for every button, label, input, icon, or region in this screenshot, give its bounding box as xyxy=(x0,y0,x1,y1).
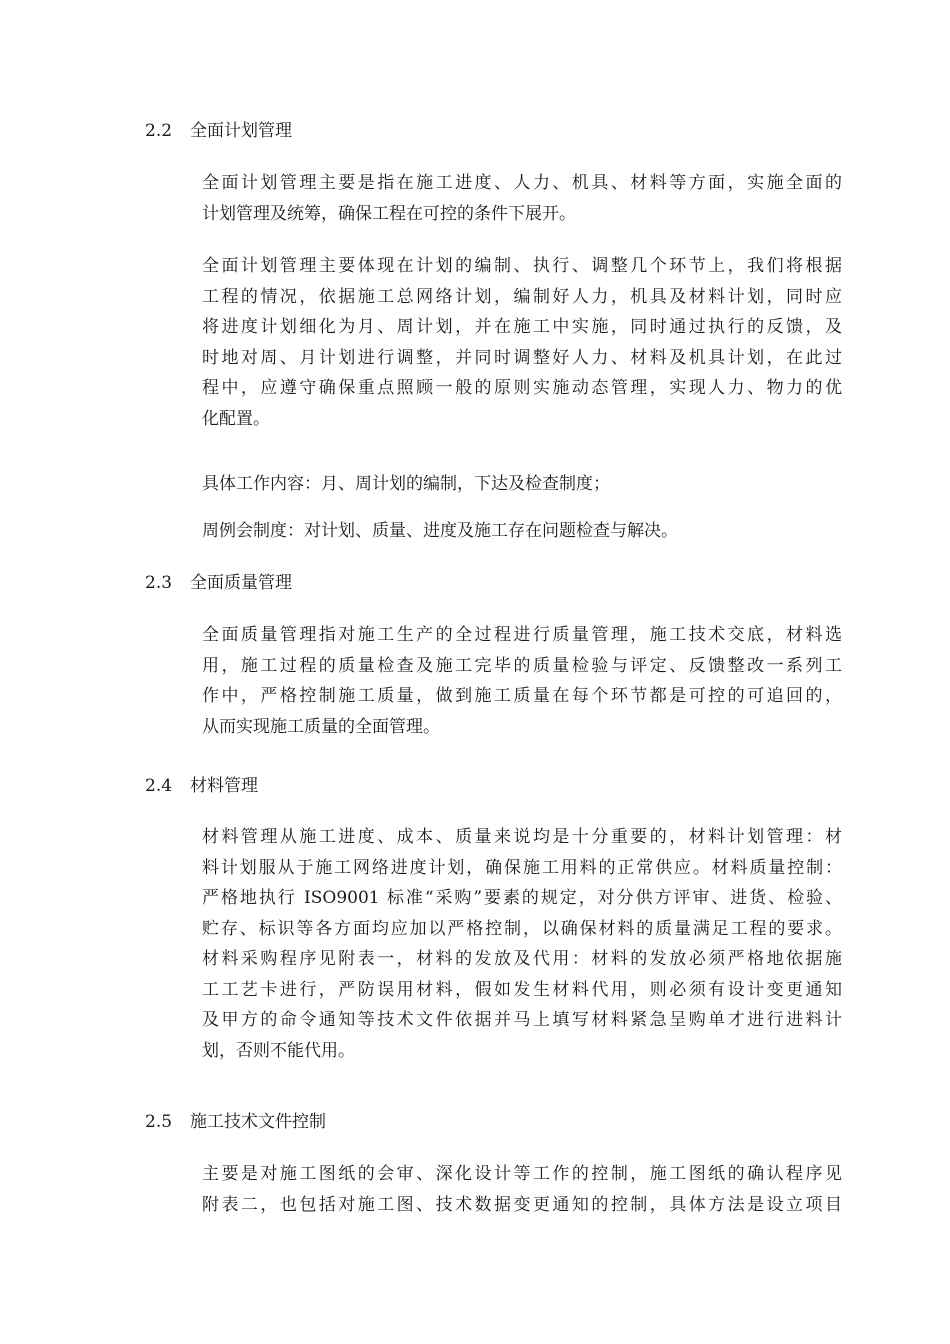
paragraph-line: 全面计划管理主要是指在施工进度、人力、机具、材料等方面，实施全面的 xyxy=(202,173,842,193)
paragraph xyxy=(202,168,842,229)
paragraph-line: 及甲方的命令通知等技术文件依据并马上填写材料紧急呈购单才进行进料计 xyxy=(202,1010,842,1030)
paragraph-line: 从而实现施工质量的全面管理。 xyxy=(202,716,440,737)
paragraph-line: 工工艺卡进行，严防误用材料，假如发生材料代用，则必须有设计变更通知 xyxy=(202,979,842,1000)
section-heading-2-5 xyxy=(145,1110,326,1134)
paragraph-line: 计划管理及统筹，确保工程在可控的条件下展开。 xyxy=(202,203,576,224)
paragraph xyxy=(202,251,842,434)
section-title: 全面计划管理 xyxy=(190,121,292,141)
section-title: 材料管理 xyxy=(190,776,258,796)
paragraph-line: 作中，严格控制施工质量，做到施工质量在每个环节都是可控的可追回的， xyxy=(202,686,842,706)
section-number: 2.2 xyxy=(145,121,173,141)
paragraph xyxy=(202,620,842,742)
paragraph-line: 材料管理从施工进度、成本、质量来说均是十分重要的，材料计划管理：材 xyxy=(202,827,842,847)
section-number: 2.5 xyxy=(145,1112,173,1132)
paragraph-line: 时地对周、月计划进行调整，并同时调整好人力、材料及机具计划，在此过 xyxy=(202,347,842,368)
paragraph-line: 周例会制度：对计划、质量、进度及施工存在问题检查与解决。 xyxy=(202,521,678,541)
paragraph-line: 具体工作内容：月、周计划的编制，下达及检查制度； xyxy=(202,474,610,494)
section-title: 全面质量管理 xyxy=(190,573,292,593)
section-number: 2.3 xyxy=(145,573,173,593)
paragraph-line: 用，施工过程的质量检查及施工完毕的质量检验与评定、反馈整改一系列工 xyxy=(202,655,842,676)
section-heading-2-3 xyxy=(145,571,292,595)
paragraph xyxy=(202,822,842,1066)
section-number: 2.4 xyxy=(145,776,173,796)
paragraph-line: 程中，应遵守确保重点照顾一般的原则实施动态管理，实现人力、物力的优 xyxy=(202,378,842,398)
paragraph xyxy=(202,516,842,547)
paragraph xyxy=(202,1159,842,1220)
paragraph-line: 严格地执行 ISO9001 标准“采购”要素的规定，对分供方评审、进货、检验、 xyxy=(202,888,842,908)
paragraph-line: 工程的情况，依据施工总网络计划，编制好人力，机具及材料计划，同时应 xyxy=(202,286,842,307)
paragraph-line: 全面计划管理主要体现在计划的编制、执行、调整几个环节上，我们将根据 xyxy=(202,256,842,276)
section-title: 施工技术文件控制 xyxy=(190,1112,326,1132)
paragraph-line: 附表二，也包括对施工图、技术数据变更通知的控制，具体方法是设立项目 xyxy=(202,1194,842,1215)
paragraph-line: 料计划服从于施工网络进度计划，确保施工用料的正常供应。材料质量控制： xyxy=(202,857,842,878)
paragraph-line: 材料采购程序见附表一，材料的发放及代用：材料的发放必须严格地依据施 xyxy=(202,949,842,969)
paragraph-line: 全面质量管理指对施工生产的全过程进行质量管理，施工技术交底，材料选 xyxy=(202,625,842,645)
paragraph-line: 将进度计划细化为月、周计划，并在施工中实施，同时通过执行的反馈，及 xyxy=(202,317,842,337)
section-heading-2-2 xyxy=(145,119,292,143)
paragraph-line: 贮存、标识等各方面均应加以严格控制，以确保材料的质量满足工程的要求。 xyxy=(202,918,842,939)
paragraph-line: 划，否则不能代用。 xyxy=(202,1040,355,1061)
paragraph xyxy=(202,469,842,500)
paragraph-line: 化配置。 xyxy=(202,408,270,429)
section-heading-2-4 xyxy=(145,774,258,798)
paragraph-line: 主要是对施工图纸的会审、深化设计等工作的控制，施工图纸的确认程序见 xyxy=(202,1164,842,1184)
